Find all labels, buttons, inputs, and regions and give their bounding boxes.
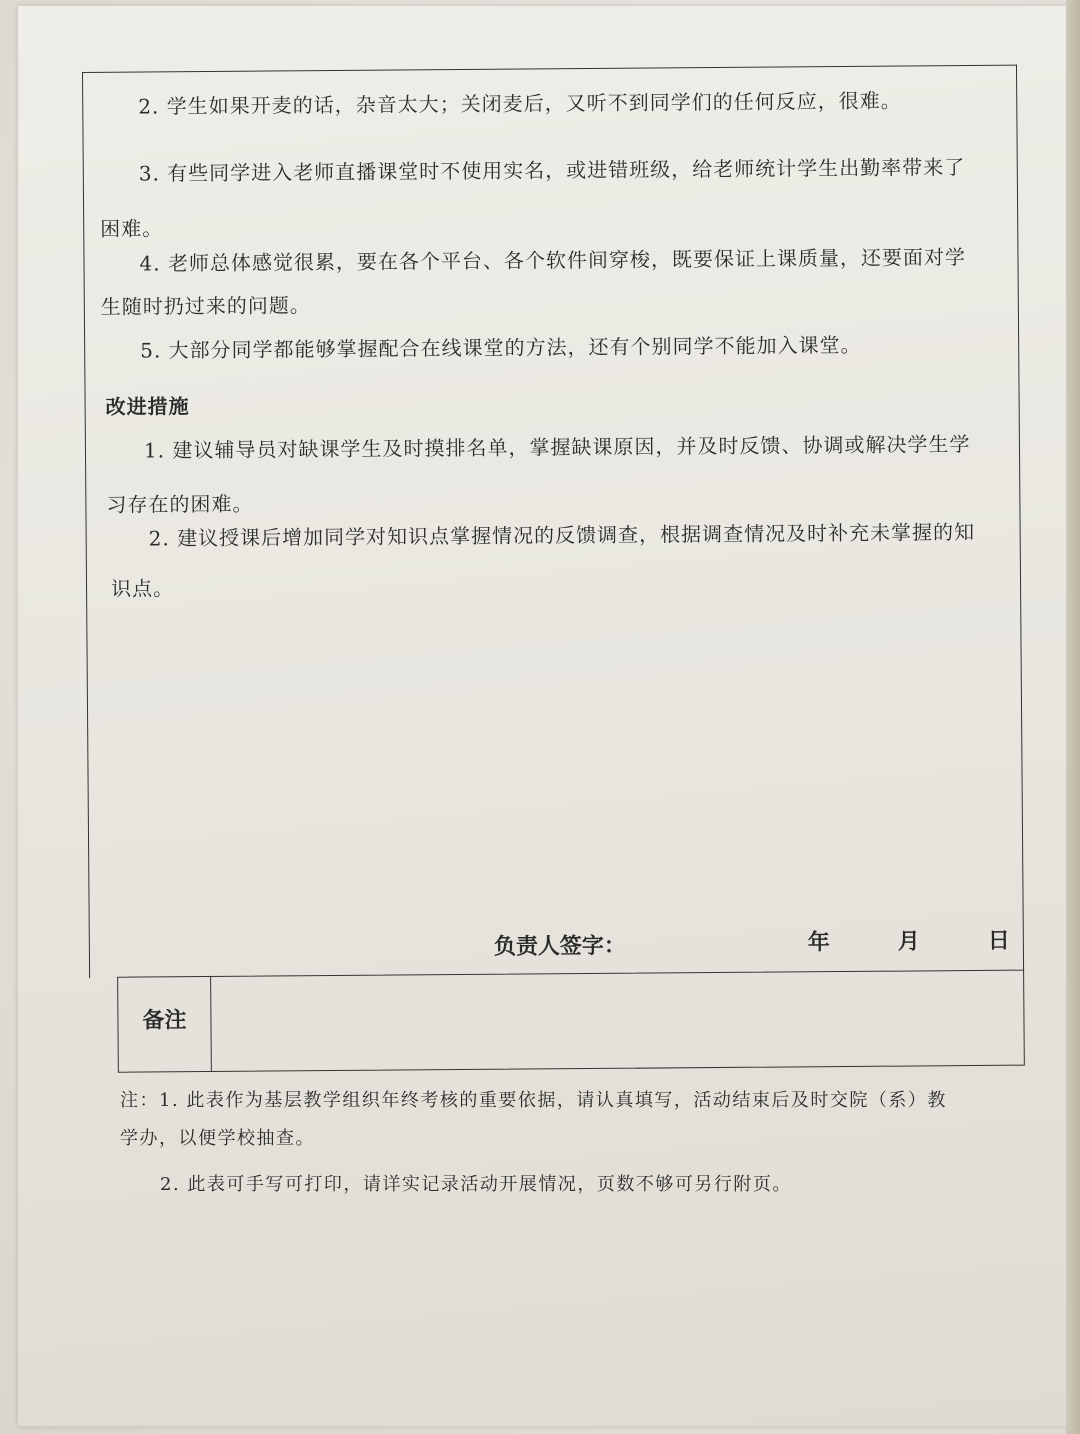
problem-line-4b: 生随时扔过来的问题。 bbox=[100, 293, 311, 319]
remarks-row bbox=[117, 970, 1025, 1073]
improvement-line-2a: 2. 建议授课后增加同学对知识点掌握情况的反馈调查，根据调查情况及时补充未掌握的知 bbox=[148, 520, 976, 551]
problem-line-2: 2. 学生如果开麦的话，杂音太大；关闭麦后，又听不到同学们的任何反应，很难。 bbox=[138, 88, 902, 119]
improvement-line-2b: 识点。 bbox=[110, 576, 175, 601]
footnote-line-2: 学办，以便学校抽查。 bbox=[120, 1128, 315, 1149]
improvement-line-1b: 习存在的困难。 bbox=[106, 491, 254, 517]
signature-year: 年 bbox=[807, 930, 830, 956]
problem-line-3b: 困难。 bbox=[100, 216, 164, 241]
footnote-line-3: 2. 此表可手写可打印，请详实记录活动开展情况，页数不够可另行附页。 bbox=[160, 1174, 792, 1195]
form-table bbox=[82, 65, 1025, 1077]
improvement-heading: 改进措施 bbox=[105, 394, 190, 419]
problem-line-4a: 4. 老师总体感觉很累，要在各个平台、各个软件间穿梭，既要保证上课质量，还要面对学 bbox=[139, 245, 967, 276]
content-cell bbox=[82, 65, 1024, 978]
problem-line-3a: 3. 有些同学进入老师直播课堂时不使用实名，或进错班级，给老师统计学生出勤率带来了 bbox=[138, 155, 966, 186]
paper-edge bbox=[1066, 0, 1080, 1434]
signature-day: 日 bbox=[987, 928, 1010, 954]
remarks-label: 备注 bbox=[142, 1008, 187, 1034]
improvement-line-1a: 1. 建议辅导员对缺课学生及时摸排名单，掌握缺课原因，并及时反馈、协调或解决学生学 bbox=[143, 432, 971, 463]
footnote-line-1: 注：1. 此表作为基层教学组织年终考核的重要依据，请认真填写，活动结束后及时交院（系）教 bbox=[120, 1090, 947, 1111]
problem-line-5: 5. 大部分同学都能够掌握配合在线课堂的方法，还有个别同学不能加入课堂。 bbox=[140, 332, 862, 363]
signature-label: 负责人签字： bbox=[493, 933, 626, 960]
remarks-label-cell bbox=[118, 977, 212, 1072]
signature-month: 月 bbox=[897, 929, 920, 955]
